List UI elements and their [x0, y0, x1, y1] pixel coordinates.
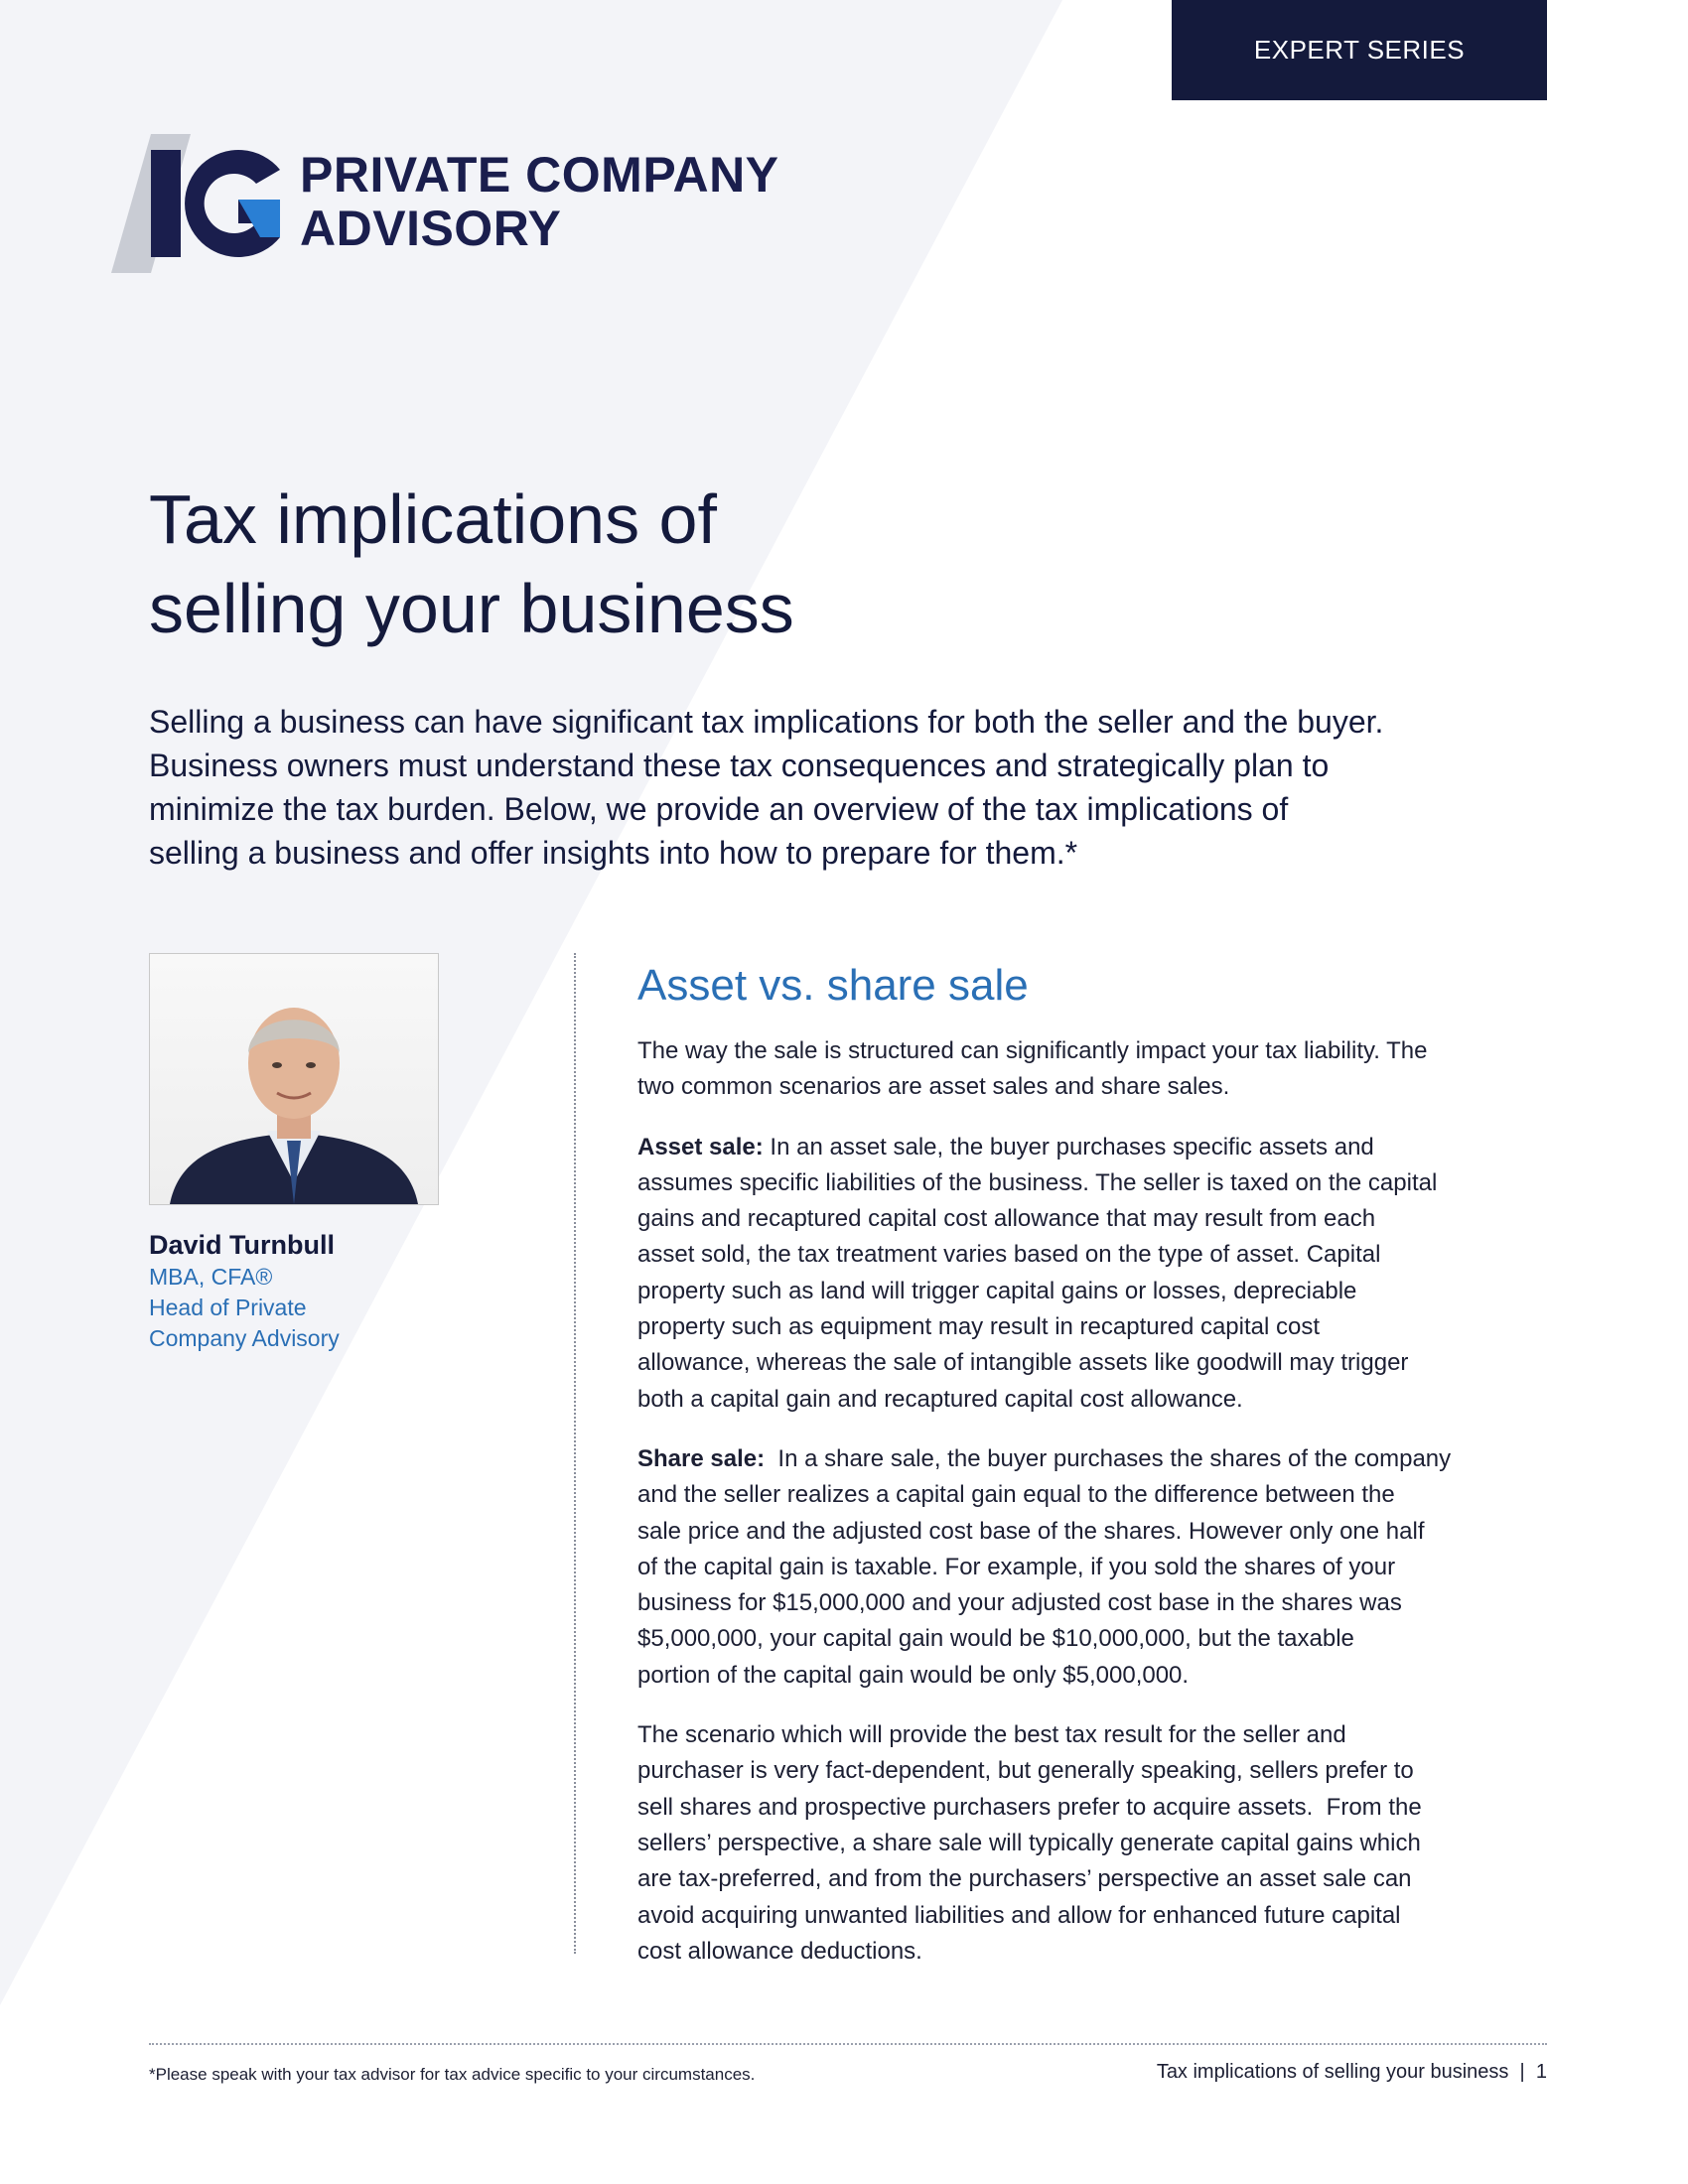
brand-line-2: ADVISORY — [300, 201, 562, 256]
expert-series-badge — [1172, 0, 1547, 100]
text-line: $5,000,000, your capital gain would be $10,000,000, but the taxable — [637, 1625, 1354, 1653]
text-line: gains and recaptured capital cost allowance that may result from each — [637, 1205, 1376, 1233]
text-line: asset sold, the tax treatment varies based on the type of asset. Capital — [637, 1241, 1381, 1269]
ig-logo-mark — [111, 134, 300, 278]
intro-line: Selling a business can have significant tax implications for both the seller and the buyer. — [149, 704, 1384, 740]
section-intro-paragraph — [637, 1033, 1551, 1106]
brand-name — [300, 148, 779, 255]
author-photo — [149, 953, 439, 1205]
asset-sale-first-line: In an asset sale, the buyer purchases specific assets and — [763, 1133, 1374, 1160]
intro-line: minimize the tax burden. Below, we provide an overview of the tax implications of — [149, 791, 1289, 827]
text-line: portion of the capital gain would be only $5,000,000. — [637, 1661, 1190, 1689]
footer-title: Tax implications of selling your business — [1156, 2061, 1509, 2083]
text-line: and the seller realizes a capital gain equal to the difference between the — [637, 1481, 1395, 1509]
text-line: sale price and the adjusted cost base of the shares. However only one half — [637, 1517, 1425, 1545]
author-meta-line: Head of Private — [149, 1295, 307, 1320]
footer-rule — [149, 2043, 1547, 2045]
footnote: *Please speak with your tax advisor for tax advice specific to your circumstances. — [149, 2065, 756, 2084]
text-line: of the capital gain is taxable. For example, if you sold the shares of your — [637, 1553, 1396, 1580]
author-meta-line: Company Advisory — [149, 1325, 340, 1351]
ig-logo — [111, 134, 826, 278]
asset-sale-paragraph — [637, 1130, 1551, 1418]
page-title — [149, 475, 1043, 653]
text-line: sell shares and prospective purchasers prefer to acquire assets. From the — [637, 1793, 1422, 1821]
author-credentials — [149, 1262, 447, 1354]
text-line: are tax-preferred, and from the purchasers’ perspective an asset sale can — [637, 1865, 1412, 1893]
share-sale-label: Share sale: — [637, 1444, 766, 1472]
text-line: property such as land will trigger capital gains or losses, depreciable — [637, 1277, 1357, 1304]
text-line: business for $15,000,000 and your adjusted cost base in the shares was — [637, 1589, 1402, 1617]
text-line: both a capital gain and recaptured capital cost allowance. — [637, 1385, 1243, 1413]
asset-vs-share-section — [637, 958, 1551, 1993]
share-sale-paragraph — [637, 1441, 1551, 1694]
text-line: property such as equipment may result in recaptured capital cost — [637, 1313, 1321, 1341]
running-footer — [1157, 2061, 1547, 2084]
intro-paragraph — [149, 700, 1539, 875]
intro-line: selling a business and offer insights into how to prepare for them.* — [149, 835, 1078, 871]
footer-separator: | — [1519, 2061, 1525, 2083]
text-line: assumes specific liabilities of the business. The seller is taxed on the capital — [637, 1168, 1438, 1196]
author-portrait-illustration — [150, 954, 438, 1204]
brand-line-1: PRIVATE COMPANY — [300, 147, 779, 203]
share-sale-first-line: In a share sale, the buyer purchases the shares of the company — [765, 1444, 1452, 1472]
author-name: David Turnbull — [149, 1230, 335, 1260]
text-line: purchaser is very fact-dependent, but generally speaking, sellers prefer to — [637, 1757, 1414, 1785]
title-line-2: selling your business — [149, 570, 794, 647]
text-line: avoid acquiring unwanted liabilities and allow for enhanced future capital — [637, 1901, 1401, 1929]
scenario-paragraph — [637, 1717, 1551, 1970]
author-block — [149, 1228, 447, 1354]
text-line: two common scenarios are asset sales and share sales. — [637, 1073, 1230, 1101]
title-line-1: Tax implications of — [149, 480, 717, 558]
section-heading: Asset vs. share sale — [637, 961, 1029, 1010]
asset-sale-label: Asset sale: — [637, 1133, 764, 1160]
text-line: The scenario which will provide the best tax result for the seller and — [637, 1721, 1346, 1749]
text-line: cost allowance deductions. — [637, 1937, 922, 1965]
text-line — [637, 1441, 1551, 1477]
text-line: allowance, whereas the sale of intangible assets like goodwill may trigger — [637, 1349, 1409, 1377]
text-line: sellers’ perspective, a share sale will typically generate capital gains which — [637, 1829, 1421, 1856]
badge-label: EXPERT SERIES — [1253, 35, 1466, 65]
intro-line: Business owners must understand these tax consequences and strategically plan to — [149, 748, 1330, 783]
author-meta-line: MBA, CFA® — [149, 1264, 273, 1290]
column-divider — [574, 953, 576, 1954]
page-number: 1 — [1535, 2061, 1547, 2083]
text-line — [637, 1130, 1551, 1165]
text-line: The way the sale is structured can significantly impact your tax liability. The — [637, 1037, 1428, 1064]
